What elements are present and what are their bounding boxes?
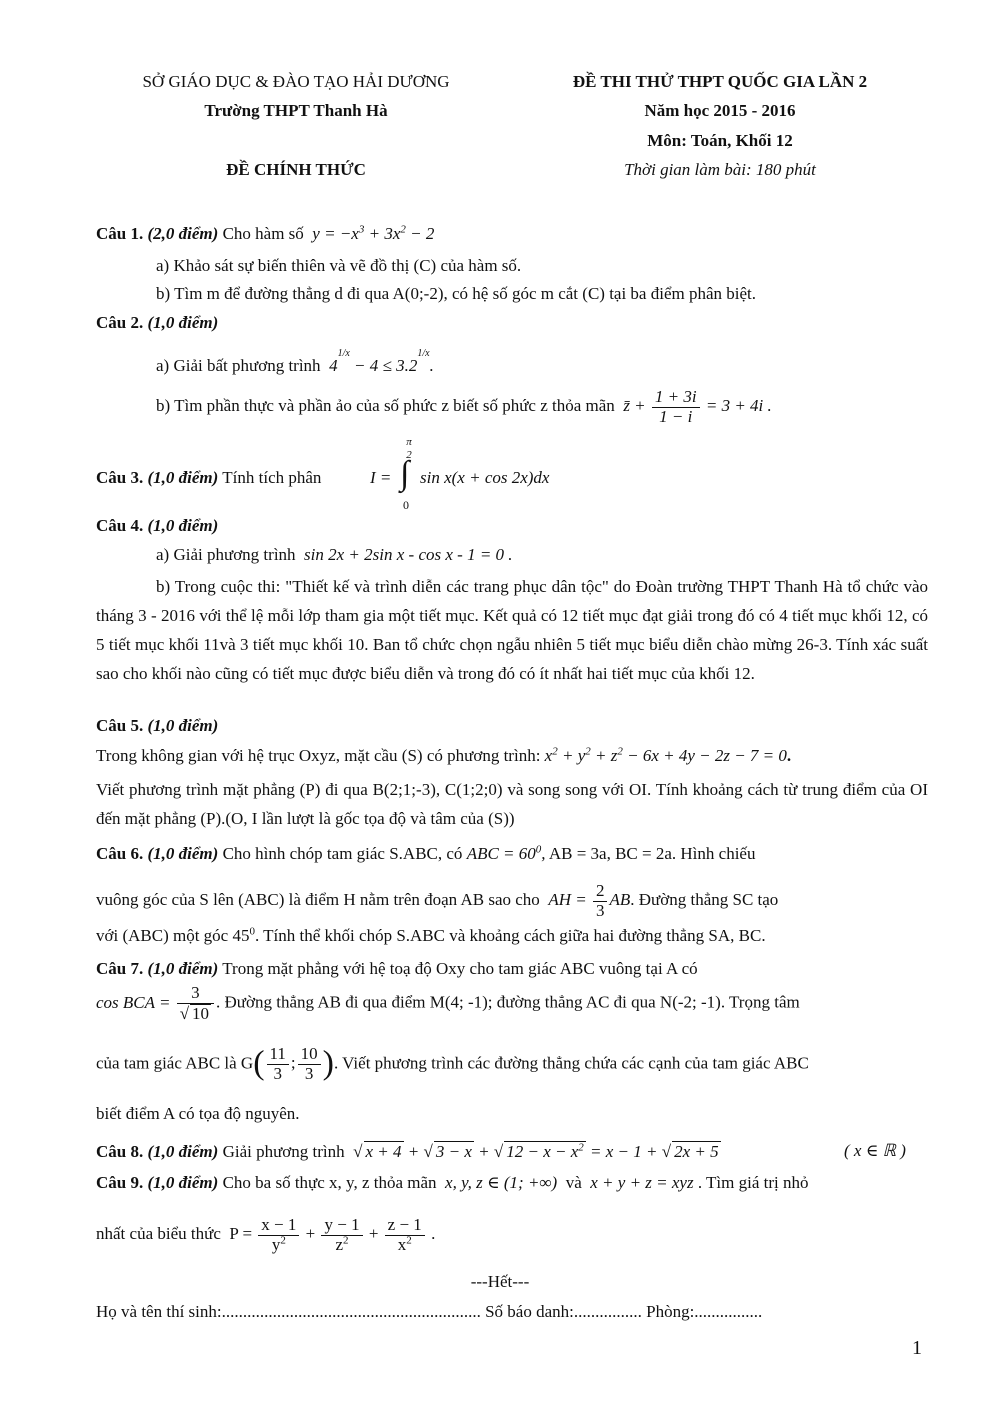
exam-title: ĐỀ THI THỬ THPT QUỐC GIA LẦN 2 [572,72,868,91]
question-text: Cho hàm số [222,224,304,243]
time-limit: Thời gian làm bài: 180 phút [624,160,816,179]
integral-formula: I = π 2 ∫ 0 sin x(x + cos 2x)dx [370,436,550,512]
question-4 [96,516,218,536]
question-6-line2: vuông góc của S lên (ABC) là điểm H nằm trên đoạn AB sao cho AH = $\frac{2}{3}$ AB. Đường thẳng SC tạo [96,881,779,920]
question-8: Câu 8. (1,0 điểm) Giải phương trình √ x + 4 + √ 3 − x + √ $12 - x - x^2 = x - 1$ + √ 2x + 5 [96,1141,719,1161]
question-7-line2: cos BCA = $\frac{3}{√ 10}$ . Đường thẳng AB đi qua điểm M(4; -1); đường thẳng AC đi qua N(-2; -1). Trọng tâm [96,983,800,1023]
question-1-a: a) Khảo sát sự biến thiên và vẽ đồ thị (C) của hàm số. [156,256,522,275]
angle-abc: ABC = $60^0$, [466,843,546,863]
question-points: (1,0 điểm) [147,516,219,535]
subject: Môn: Toán, Khối 12 [647,131,793,150]
domain-condition: x, y, z ∈ (1; +∞) [440,1173,562,1192]
question-5-line1: Trong không gian với hệ trục Oxyz, mặt cầu (S) có phương trình: $x^2 + y^2 + z^2 - 6x + 4y - 2z - 7 = 0$. [96,745,792,765]
question-points: (2,0 điểm) [147,224,219,243]
question-points: (1,0 điểm) [147,1173,219,1192]
cos-bca: cos BCA = $\frac{3}{√ 10}$ [96,993,216,1012]
inequality-formula: $4^{1/x} - 4 \le 3.2^{1/x}$. [324,348,434,375]
question-6-line3: với (ABC) một góc $45^0$. Tính thể khối chóp S.ABC và khoảng cách giữa hai đường thẳng SA, BC. [96,925,766,945]
question-label: Câu 4. [96,516,144,535]
question-2 [96,313,218,333]
ah-ratio: AH = $\frac{2}{3}$ AB [544,881,631,920]
department-name: SỞ GIÁO DỤC & ĐÀO TẠO HẢI DƯƠNG [142,72,450,91]
question-2-b: b) Tìm phần thực và phần ảo của số phức z biết số phức z thỏa mãn z̄ + $\frac{1 + 3i}{1 - i}$ = 3 + 4i . [156,387,772,426]
question-9: Câu 9. (1,0 điểm) Cho ba số thực x, y, z thỏa mãn x, y, z ∈ (1; +∞) và x + y + z = xyz . Tìm giá trị nhỏ [96,1173,809,1192]
sum-product-condition: x + y + z = xyz [586,1173,694,1192]
school-name: Trường THPT Thanh Hà [204,101,388,120]
question-1-b: b) Tìm m để đường thẳng d đi qua A(0;-2), có hệ số góc m cắt (C) tại ba điểm phân biệt. [156,284,757,303]
question-5 [96,716,218,736]
question-points: (1,0 điểm) [147,716,219,735]
question-points: (1,0 điểm) [147,959,219,978]
question-4-a: a) Giải phương trình sin 2x + 2sin x - cos x - 1 = 0 . [156,545,513,564]
candidate-info-line: Họ và tên thí sinh:............................................................. Số báo danh:................ Phòng:................ [96,1302,763,1321]
question-4-b: b) Trong cuộc thi: "Thiết kế và trình diễn các trang phục dân tộc" do Đoàn trường THPT Thanh Hà tổ chức vào tháng 3 - 2016 với thể lệ mỗi lớp tham gia một tiết mục. Kết quả có 12 tiết mục đạt giải trong đó có 4 tiết mục khối 12, có 5 tiết mục khối 11và 3 tiết mục khối 10. Ban tổ chức chọn ngẫu nhiên 5 tiết mục biểu diễn chào mừng 26-3. Tính xác suất sao cho khối nào cũng có tiết mục được biểu diễn và trong đó có ít nhất hai tiết mục của khối 12. [96,577,928,683]
official-label: ĐỀ CHÍNH THỨC [226,160,366,179]
centroid-coordinates: ( $\frac{11}{3}$ ; $\frac{10}{3}$ ) [253,1044,334,1083]
question-text: Tính tích phân [222,468,322,487]
complex-equation: z̄ + $\frac{1 + 3i}{1 - i}$ = 3 + 4i . [619,387,772,426]
question-label: Câu 1. [96,224,144,243]
question-label: Câu 7. [96,959,144,978]
question-6: Câu 6. (1,0 điểm) Cho hình chóp tam giác S.ABC, có ABC = $60^0$, AB = 3a, BC = 2a. Hình chiếu [96,843,756,863]
question-3 [96,468,321,488]
question-7-line4: biết điểm A có tọa độ nguyên. [96,1104,300,1123]
question-5-rest: Viết phương trình mặt phẳng (P) đi qua B(2;1;-3), C(1;2;0) và song song với OI. Tính khoảng cách từ trung điểm của OI đến mặt phẳng (P).(O, I lần lượt là gốc tọa độ và tâm của (S)) [96,780,928,828]
domain-note: ( x ∈ ℝ ) [844,1141,906,1160]
question-label: Câu 2. [96,313,144,332]
question-label: Câu 6. [96,844,144,863]
question-points: (1,0 điểm) [147,468,219,487]
question-points: (1,0 điểm) [147,1142,219,1161]
sphere-equation: $x^2 + y^2 + z^2 - 6x + 4y - 2z - 7 = 0$ [544,745,787,765]
school-year: Năm học 2015 - 2016 [644,101,796,120]
question-label: Câu 8. [96,1142,144,1161]
question-7: Câu 7. (1,0 điểm) Trong mặt phẳng với hệ toạ độ Oxy cho tam giác ABC vuông tại A có [96,959,698,978]
question-label: Câu 3. [96,468,144,487]
question-points: (1,0 điểm) [147,313,219,332]
question-2-a: a) Giải bất phương trình $4^{1/x} - 4 \le 3.2^{1/x}$. [156,348,434,375]
question-label: Câu 9. [96,1173,144,1192]
end-marker: ---Hết--- [470,1272,530,1291]
trig-equation: sin 2x + 2sin x - cos x - 1 = 0 . [299,545,513,564]
question-7-line3: của tam giác ABC là G( $\frac{11}{3}$ ; $\frac{10}{3}$ ). Viết phương trình các đường thẳng chứa các cạnh của tam giác ABC [96,1044,809,1083]
page-number: 1 [912,1337,922,1359]
function-formula: $y = -x^3 + 3x^2 - 2$ [308,223,435,243]
expression-p: P = $\frac{x - 1}{y^2}$ + $\frac{y - 1}{z^2}$ + $\frac{z - 1}{x^2}$ . [225,1215,436,1254]
question-points: (1,0 điểm) [147,844,219,863]
radical-equation: √ x + 4 + √ 3 − x + √ $12 - x - x^2 = x - 1$ + √ 2x + 5 [353,1141,719,1161]
question-9-line2: nhất của biểu thức P = $\frac{x - 1}{y^2}$ + $\frac{y - 1}{z^2}$ + $\frac{z - 1}{x^2}$ . [96,1215,436,1254]
question-label: Câu 5. [96,716,144,735]
question-1 [96,224,434,244]
